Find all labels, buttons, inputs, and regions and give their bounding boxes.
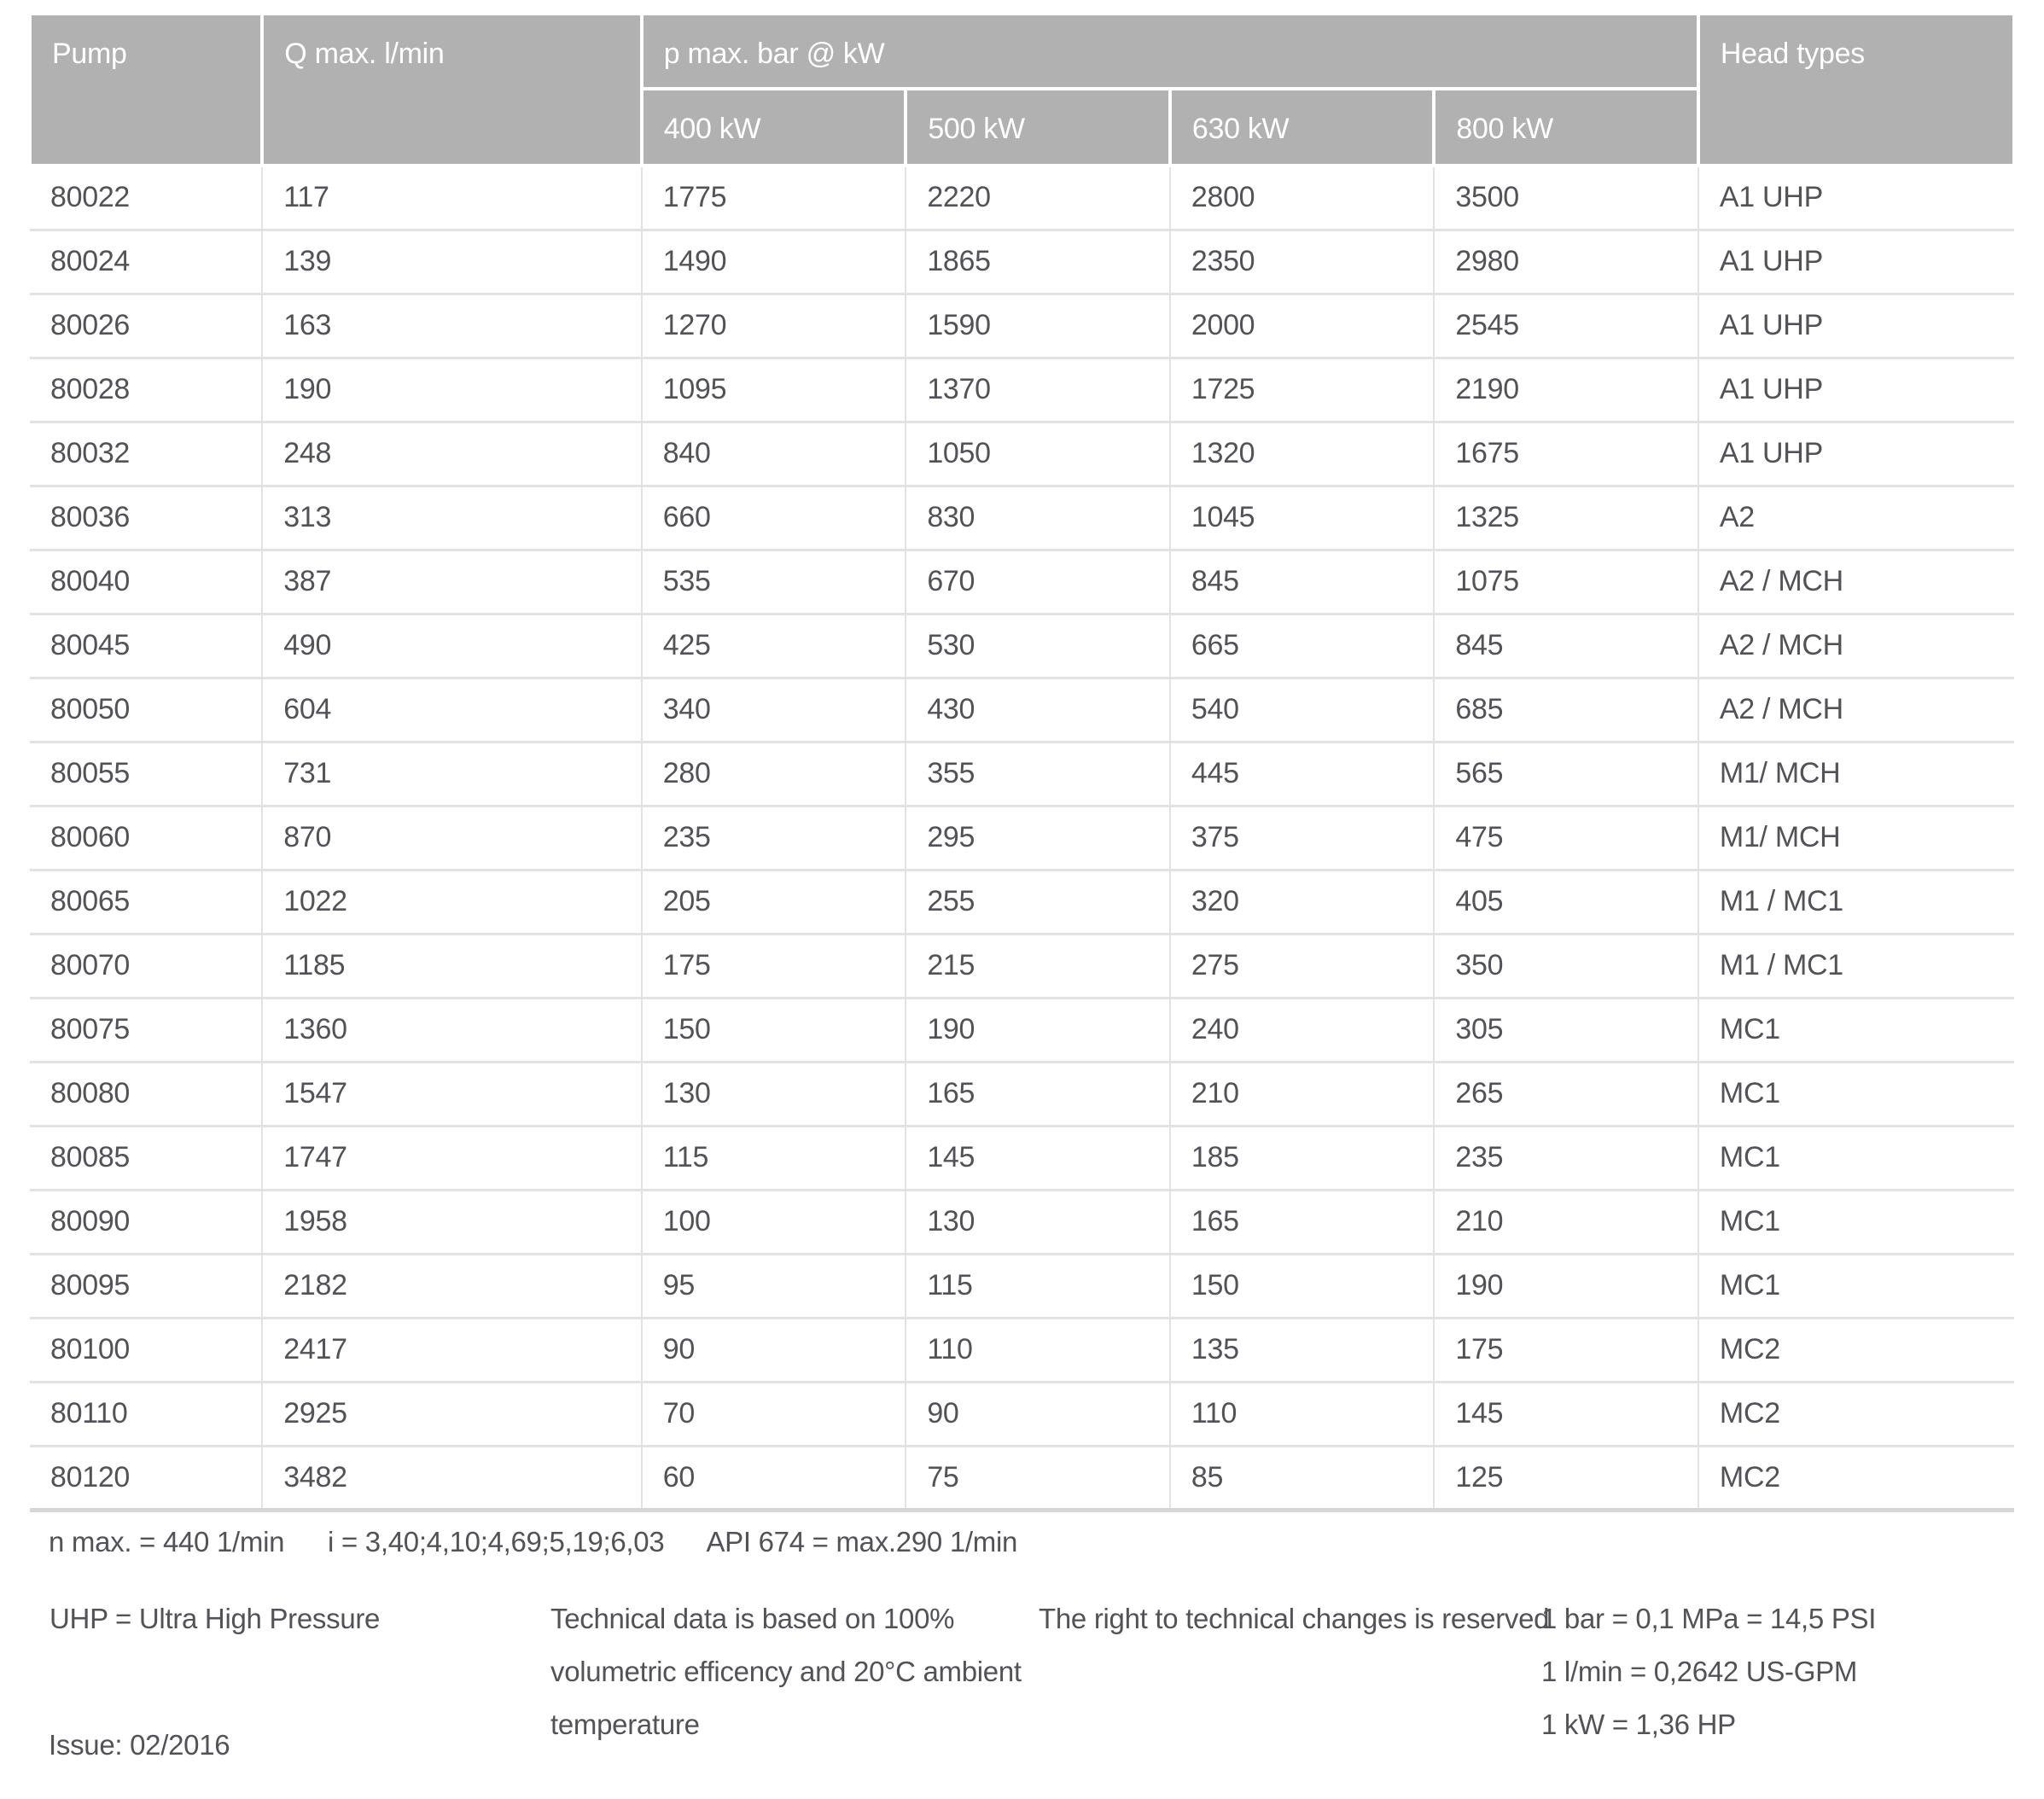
cell-head-types: A2: [1698, 486, 2014, 550]
cell-kw-630: 375: [1170, 806, 1435, 870]
cell-kw-400: 95: [642, 1254, 906, 1318]
table-row: [30, 166, 2014, 230]
cell-kw-800: 235: [1434, 1126, 1698, 1190]
cell-head-types: MC1: [1698, 1062, 2014, 1126]
cell-kw-800: 1325: [1434, 486, 1698, 550]
cell-kw-500: 110: [906, 1318, 1170, 1382]
cell-kw-400: 535: [642, 550, 906, 614]
cell-kw-800: 565: [1434, 742, 1698, 806]
cell-kw-400: 340: [642, 678, 906, 742]
cell-qmax: 1747: [262, 1126, 642, 1190]
cell-qmax: 1958: [262, 1190, 642, 1254]
cell-kw-500: 430: [906, 678, 1170, 742]
cell-kw-630: 445: [1170, 742, 1435, 806]
cell-head-types: A2 / MCH: [1698, 614, 2014, 678]
col-header-head-types: Head types: [1698, 14, 2014, 166]
cell-kw-400: 1095: [642, 358, 906, 422]
cell-head-types: MC1: [1698, 1126, 2014, 1190]
cell-pump: 80065: [30, 870, 262, 934]
cell-pump: 80032: [30, 422, 262, 486]
table-row: [30, 614, 2014, 678]
cell-pump: 80036: [30, 486, 262, 550]
col-header-630kw: 630 kW: [1170, 89, 1435, 166]
cell-pump: 80055: [30, 742, 262, 806]
cell-kw-400: 175: [642, 934, 906, 998]
table-row: [30, 230, 2014, 294]
cell-qmax: 1360: [262, 998, 642, 1062]
cell-kw-400: 235: [642, 806, 906, 870]
cell-qmax: 2182: [262, 1254, 642, 1318]
cell-kw-400: 70: [642, 1382, 906, 1446]
cell-kw-400: 660: [642, 486, 906, 550]
table-row: [30, 1254, 2014, 1318]
cell-qmax: 190: [262, 358, 642, 422]
cell-kw-630: 210: [1170, 1062, 1435, 1126]
table-footnotes: [28, 1526, 2016, 1562]
table-row: [30, 1382, 2014, 1446]
cell-kw-800: 1675: [1434, 422, 1698, 486]
cell-qmax: 1185: [262, 934, 642, 998]
cell-head-types: A1 UHP: [1698, 358, 2014, 422]
cell-head-types: MC1: [1698, 1190, 2014, 1254]
cell-qmax: 3482: [262, 1446, 642, 1510]
cell-head-types: M1 / MC1: [1698, 870, 2014, 934]
cell-head-types: A1 UHP: [1698, 422, 2014, 486]
table-row: [30, 870, 2014, 934]
cell-kw-800: 405: [1434, 870, 1698, 934]
cell-kw-500: 90: [906, 1382, 1170, 1446]
cell-kw-500: 2220: [906, 166, 1170, 230]
cell-kw-630: 2350: [1170, 230, 1435, 294]
cell-qmax: 731: [262, 742, 642, 806]
cell-qmax: 248: [262, 422, 642, 486]
cell-kw-630: 150: [1170, 1254, 1435, 1318]
cell-qmax: 870: [262, 806, 642, 870]
table-row: [30, 1446, 2014, 1510]
cell-kw-500: 830: [906, 486, 1170, 550]
cell-kw-400: 1270: [642, 294, 906, 358]
col-header-pmax-group: p max. bar @ kW: [642, 14, 1698, 89]
cell-kw-800: 845: [1434, 614, 1698, 678]
cell-kw-400: 150: [642, 998, 906, 1062]
table-row: [30, 1318, 2014, 1382]
col-header-qmax: Q max. l/min: [262, 14, 642, 166]
cell-kw-400: 840: [642, 422, 906, 486]
cell-pump: 80024: [30, 230, 262, 294]
cell-head-types: A1 UHP: [1698, 294, 2014, 358]
cell-head-types: MC1: [1698, 1254, 2014, 1318]
cell-kw-800: 2545: [1434, 294, 1698, 358]
cell-kw-500: 255: [906, 870, 1170, 934]
cell-qmax: 313: [262, 486, 642, 550]
cell-qmax: 139: [262, 230, 642, 294]
cell-kw-500: 1370: [906, 358, 1170, 422]
cell-kw-800: 145: [1434, 1382, 1698, 1446]
cell-kw-400: 205: [642, 870, 906, 934]
cell-kw-630: 275: [1170, 934, 1435, 998]
cell-pump: 80100: [30, 1318, 262, 1382]
cell-kw-800: 1075: [1434, 550, 1698, 614]
cell-kw-630: 2000: [1170, 294, 1435, 358]
cell-pump: 80090: [30, 1190, 262, 1254]
cell-kw-630: 1045: [1170, 486, 1435, 550]
cell-kw-500: 75: [906, 1446, 1170, 1510]
cell-kw-400: 100: [642, 1190, 906, 1254]
header-row-main: [30, 14, 2014, 89]
footer-notes: [28, 1592, 2016, 1740]
cell-kw-500: 115: [906, 1254, 1170, 1318]
cell-pump: 80022: [30, 166, 262, 230]
col-header-400kw: 400 kW: [642, 89, 906, 166]
table-row: [30, 806, 2014, 870]
cell-kw-500: 355: [906, 742, 1170, 806]
cell-kw-630: 110: [1170, 1382, 1435, 1446]
cell-head-types: MC2: [1698, 1318, 2014, 1382]
cell-qmax: 1547: [262, 1062, 642, 1126]
cell-qmax: 117: [262, 166, 642, 230]
cell-kw-630: 540: [1170, 678, 1435, 742]
cell-kw-630: 845: [1170, 550, 1435, 614]
cell-pump: 80080: [30, 1062, 262, 1126]
cell-kw-400: 1775: [642, 166, 906, 230]
footer-conversions: [1541, 1592, 1876, 1751]
cell-pump: 80085: [30, 1126, 262, 1190]
col-header-pump: Pump: [30, 14, 262, 166]
cell-kw-500: 670: [906, 550, 1170, 614]
table-row: [30, 486, 2014, 550]
cell-kw-500: 530: [906, 614, 1170, 678]
cell-kw-800: 350: [1434, 934, 1698, 998]
cell-pump: 80070: [30, 934, 262, 998]
cell-kw-800: 125: [1434, 1446, 1698, 1510]
table-row: [30, 934, 2014, 998]
cell-qmax: 604: [262, 678, 642, 742]
cell-kw-500: 130: [906, 1190, 1170, 1254]
cell-kw-400: 280: [642, 742, 906, 806]
cell-kw-800: 2980: [1434, 230, 1698, 294]
footnote-api: API 674 = max.290 1/min: [706, 1525, 1018, 1557]
table-row: [30, 294, 2014, 358]
table-row: [30, 742, 2014, 806]
cell-pump: 80026: [30, 294, 262, 358]
cell-head-types: M1/ MCH: [1698, 806, 2014, 870]
cell-kw-500: 1050: [906, 422, 1170, 486]
cell-qmax: 1022: [262, 870, 642, 934]
cell-kw-500: 190: [906, 998, 1170, 1062]
cell-kw-500: 215: [906, 934, 1170, 998]
cell-head-types: A2 / MCH: [1698, 550, 2014, 614]
table-row: [30, 422, 2014, 486]
footer-rights-note: The right to technical changes is reserved: [1039, 1602, 1550, 1634]
cell-kw-400: 115: [642, 1126, 906, 1190]
cell-pump: 80050: [30, 678, 262, 742]
table-row: [30, 1126, 2014, 1190]
cell-pump: 80060: [30, 806, 262, 870]
cell-pump: 80028: [30, 358, 262, 422]
cell-pump: 80040: [30, 550, 262, 614]
cell-kw-630: 665: [1170, 614, 1435, 678]
cell-pump: 80095: [30, 1254, 262, 1318]
col-header-500kw: 500 kW: [906, 89, 1170, 166]
cell-kw-630: 2800: [1170, 166, 1435, 230]
cell-kw-630: 165: [1170, 1190, 1435, 1254]
table-row: [30, 678, 2014, 742]
footnote-gear-ratio: i = 3,40;4,10;4,69;5,19;6,03: [328, 1525, 665, 1557]
cell-kw-630: 185: [1170, 1126, 1435, 1190]
cell-head-types: M1 / MC1: [1698, 934, 2014, 998]
cell-kw-800: 3500: [1434, 166, 1698, 230]
cell-kw-800: 190: [1434, 1254, 1698, 1318]
cell-kw-630: 240: [1170, 998, 1435, 1062]
conversion-bar: 1 bar = 0,1 MPa = 14,5 PSI: [1541, 1602, 1877, 1634]
cell-kw-500: 1590: [906, 294, 1170, 358]
cell-kw-500: 295: [906, 806, 1170, 870]
cell-kw-800: 305: [1434, 998, 1698, 1062]
cell-kw-500: 165: [906, 1062, 1170, 1126]
issue-date: Issue: 02/2016: [49, 1728, 230, 1761]
cell-kw-800: 175: [1434, 1318, 1698, 1382]
cell-kw-400: 60: [642, 1446, 906, 1510]
cell-pump: 80120: [30, 1446, 262, 1510]
conversion-kw: 1 kW = 1,36 HP: [1541, 1708, 1736, 1740]
cell-kw-630: 1320: [1170, 422, 1435, 486]
cell-pump: 80075: [30, 998, 262, 1062]
cell-head-types: A2 / MCH: [1698, 678, 2014, 742]
cell-pump: 80045: [30, 614, 262, 678]
cell-kw-630: 135: [1170, 1318, 1435, 1382]
cell-head-types: MC2: [1698, 1446, 2014, 1510]
cell-kw-800: 265: [1434, 1062, 1698, 1126]
cell-kw-400: 425: [642, 614, 906, 678]
table-row: [30, 358, 2014, 422]
cell-kw-630: 1725: [1170, 358, 1435, 422]
cell-head-types: MC1: [1698, 998, 2014, 1062]
table-row: [30, 1062, 2014, 1126]
cell-kw-800: 685: [1434, 678, 1698, 742]
conversion-lmin: 1 l/min = 0,2642 US-GPM: [1541, 1655, 1858, 1687]
table-row: [30, 998, 2014, 1062]
cell-qmax: 2925: [262, 1382, 642, 1446]
col-header-800kw: 800 kW: [1434, 89, 1698, 166]
footer-technical-note: Technical data is based on 100% volumetric efficency and 20°C ambient temperature: [550, 1602, 1022, 1740]
cell-qmax: 163: [262, 294, 642, 358]
cell-kw-500: 1865: [906, 230, 1170, 294]
cell-qmax: 387: [262, 550, 642, 614]
cell-pump: 80110: [30, 1382, 262, 1446]
cell-head-types: MC2: [1698, 1382, 2014, 1446]
cell-kw-800: 2190: [1434, 358, 1698, 422]
cell-head-types: M1/ MCH: [1698, 742, 2014, 806]
table-header: [30, 14, 2014, 166]
cell-kw-800: 475: [1434, 806, 1698, 870]
table-row: [30, 550, 2014, 614]
cell-head-types: A1 UHP: [1698, 166, 2014, 230]
footnote-n-max: n max. = 440 1/min: [49, 1525, 285, 1557]
cell-head-types: A1 UHP: [1698, 230, 2014, 294]
table-row: [30, 1190, 2014, 1254]
table-body: [30, 166, 2014, 1510]
cell-kw-630: 85: [1170, 1446, 1435, 1510]
pump-spec-table: [28, 12, 2016, 1512]
footer-uhp-note: UHP = Ultra High Pressure: [49, 1602, 381, 1634]
cell-kw-400: 130: [642, 1062, 906, 1126]
cell-kw-500: 145: [906, 1126, 1170, 1190]
cell-kw-800: 210: [1434, 1190, 1698, 1254]
cell-kw-400: 90: [642, 1318, 906, 1382]
cell-qmax: 2417: [262, 1318, 642, 1382]
cell-kw-630: 320: [1170, 870, 1435, 934]
cell-qmax: 490: [262, 614, 642, 678]
cell-kw-400: 1490: [642, 230, 906, 294]
